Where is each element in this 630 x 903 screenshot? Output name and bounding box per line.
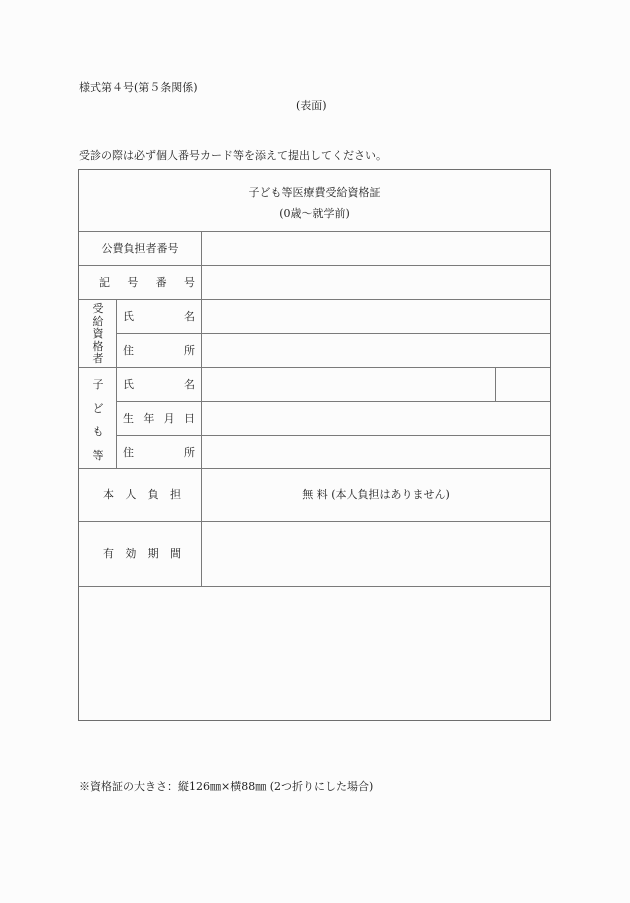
symbol-number-field[interactable] (202, 266, 550, 299)
child-group-label: 子 ど も 等 (92, 378, 104, 462)
child-birthdate-field[interactable] (202, 402, 550, 435)
copay-label: 本 人 負 担 (103, 488, 181, 501)
child-address-label: 住 所 (123, 446, 195, 459)
child-extra-field[interactable] (496, 368, 550, 401)
child-name-field[interactable] (202, 368, 495, 401)
recipient-group-label: 受 給 資 格 者 (92, 302, 104, 365)
divider (116, 299, 117, 468)
public-payer-number-label: 公費負担者番号 (101, 242, 179, 255)
notice-text: 受診の際は必ず個人番号カード等を添えて提出してください。 (79, 149, 387, 162)
child-name-label: 氏 名 (123, 378, 195, 391)
recipient-address-field[interactable] (202, 334, 550, 367)
child-birthdate-label: 生 年 月 日 (123, 412, 195, 425)
divider (79, 468, 550, 469)
certificate-title: 子ども等医療費受給資格証 (248, 186, 381, 199)
copay-value: 無 料 (本人負担はありません) (302, 488, 450, 501)
certificate-table (78, 169, 551, 721)
size-footnote: ※資格証の大きさ：縦126㎜×横88㎜ (2つ折りにした場合) (79, 780, 374, 793)
form-number: 様式第４号(第５条関係) (79, 81, 198, 94)
recipient-name-label: 氏 名 (123, 310, 195, 323)
recipient-address-label: 住 所 (123, 344, 195, 357)
symbol-number-label: 記 号 番 号 (99, 276, 195, 289)
remarks-area[interactable] (79, 587, 550, 720)
side-label: (表面) (296, 99, 327, 112)
recipient-name-field[interactable] (202, 300, 550, 333)
validity-label: 有 効 期 間 (103, 547, 181, 560)
validity-field[interactable] (202, 522, 550, 586)
child-address-field[interactable] (202, 436, 550, 468)
certificate-subtitle: (0歳～就学前) (279, 207, 350, 220)
public-payer-number-field[interactable] (202, 232, 550, 265)
